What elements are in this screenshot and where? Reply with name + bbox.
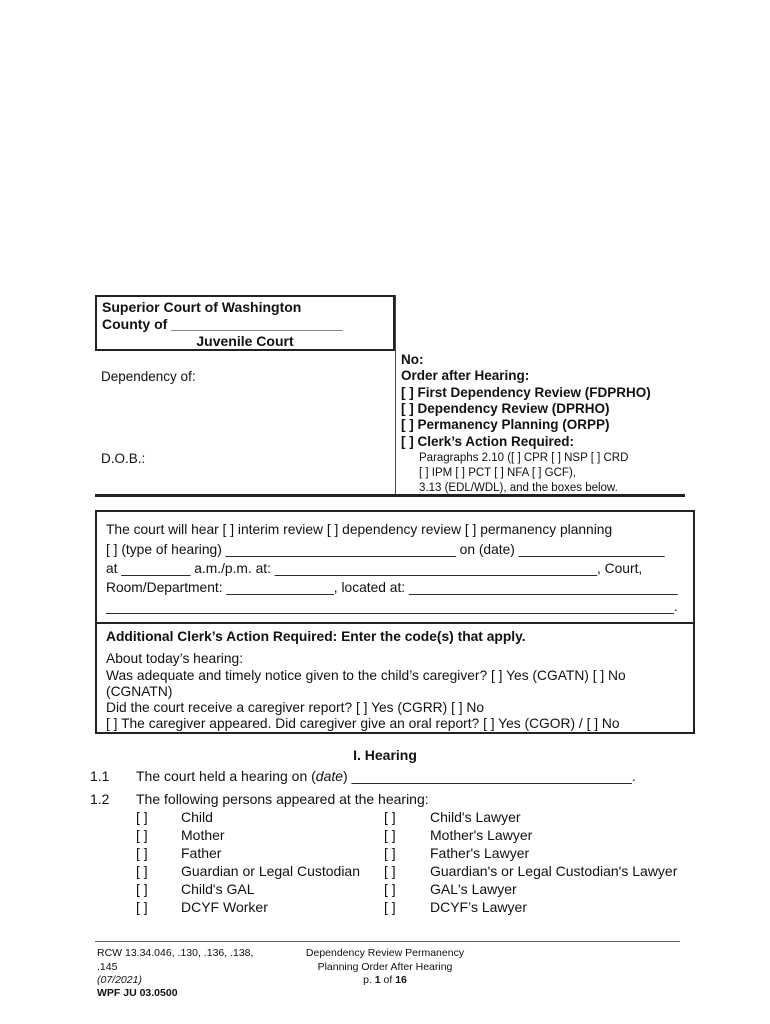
person-label: Mother [181,827,225,843]
clerk-action-line: About today’s hearing: [106,651,244,666]
court-caption-box [95,295,395,351]
option-clerks-action: [ ] Clerk’s Action Required: [401,434,575,449]
checkbox[interactable]: [ ] [384,899,396,915]
order-title: Order after Hearing: [401,368,530,383]
person-label: Child's GAL [181,881,255,897]
next-hearing-line: The court will hear [ ] interim review [ ] dependency review [ ] permanency planning [106,522,613,537]
person-label: Guardian's or Legal Custodian's Lawyer [430,863,678,879]
paragraph-codes-line: [ ] IPM [ ] PCT [ ] NFA [ ] GCF), [419,467,576,479]
next-hearing-line: Room/Department: ______________, located at: ___________________________________ [106,580,678,595]
option-first-dependency-review: [ ] First Dependency Review (FDPRHO) [401,385,651,400]
person-label: GAL's Lawyer [430,881,517,897]
next-hearing-line: __________________________________________________________________________. [106,599,678,614]
checkbox[interactable]: [ ] [384,809,396,825]
dependency-of-label: Dependency of: [101,369,196,384]
footer-title: Planning Order After Hearing [317,961,453,973]
appearances-intro: The following persons appeared at the hearing: [136,791,429,807]
person-label: Father [181,845,222,861]
person-label: Child's Lawyer [430,809,521,825]
person-label: Father's Lawyer [430,845,530,861]
paragraph-number: 1.2 [90,791,110,807]
option-permanency-planning: [ ] Permanency Planning (ORPP) [401,417,610,432]
footer-rcw: RCW 13.34.046, .130, .136, .138, [97,947,254,959]
clerk-action-line: Did the court receive a caregiver report? [ ] Yes (CGRR) [ ] No [106,700,485,715]
paragraph-codes-line: 3.13 (EDL/WDL), and the boxes below. [419,482,618,494]
person-label: Child [181,809,213,825]
person-label: DCYF Worker [181,899,268,915]
footer-revision-date: (07/2021) [97,974,142,986]
section-title: I. Hearing [353,747,417,763]
next-hearing-line: [ ] (type of hearing) ______________________________ on (date) ___________________ [106,542,665,557]
checkbox[interactable]: [ ] [136,881,148,897]
clerk-action-heading: Additional Clerk’s Action Required: Enter the code(s) that apply. [106,629,526,644]
footer-page-number: p. 1 of 16 [363,974,407,986]
caption-vertical-divider [395,295,396,496]
checkbox[interactable]: [ ] [136,827,148,843]
checkbox[interactable]: [ ] [384,863,396,879]
clerk-action-line: (CGNATN) [106,684,173,699]
court-division: Juvenile Court [196,333,294,349]
person-label: Guardian or Legal Custodian [181,863,361,879]
person-label: Mother's Lawyer [430,827,533,843]
dob-label: D.O.B.: [101,451,146,466]
court-name: Superior Court of Washington [102,299,302,315]
footer-form-number: WPF JU 03.0500 [97,987,178,999]
person-label: DCYF’s Lawyer [430,899,527,915]
checkbox[interactable]: [ ] [136,863,148,879]
checkbox[interactable]: [ ] [384,827,396,843]
checkbox[interactable]: [ ] [136,899,148,915]
hearing-date-line: The court held a hearing on (date) ____________________________________. [136,768,636,784]
checkbox[interactable]: [ ] [384,881,396,897]
clerk-action-line: Was adequate and timely notice given to the child’s caregiver? [ ] Yes (CGATN) [ ] No [106,668,626,683]
option-dependency-review: [ ] Dependency Review (DPRHO) [401,401,610,416]
clerk-action-line: [ ] The caregiver appeared. Did caregiver give an oral report? [ ] Yes (CGOR) / [ ] No [106,716,620,731]
checkbox[interactable]: [ ] [136,845,148,861]
paragraph-codes-line: Paragraphs 2.10 ([ ] CPR [ ] NSP [ ] CRD [419,452,629,464]
checkbox[interactable]: [ ] [384,845,396,861]
caption-bottom-rule [95,494,685,497]
paragraph-number: 1.1 [90,768,110,784]
next-hearing-line: at _________ a.m./p.m. at: __________________________________________, Court, [106,561,643,576]
footer-title: Dependency Review Permanency [305,947,465,959]
checkbox[interactable]: [ ] [136,809,148,825]
footer-rcw: .145 [97,961,118,973]
footer-rule [95,941,680,942]
county-line: County of ______________________ [102,316,343,332]
schedule-separator [95,622,695,624]
case-number-label: No: [401,352,424,367]
